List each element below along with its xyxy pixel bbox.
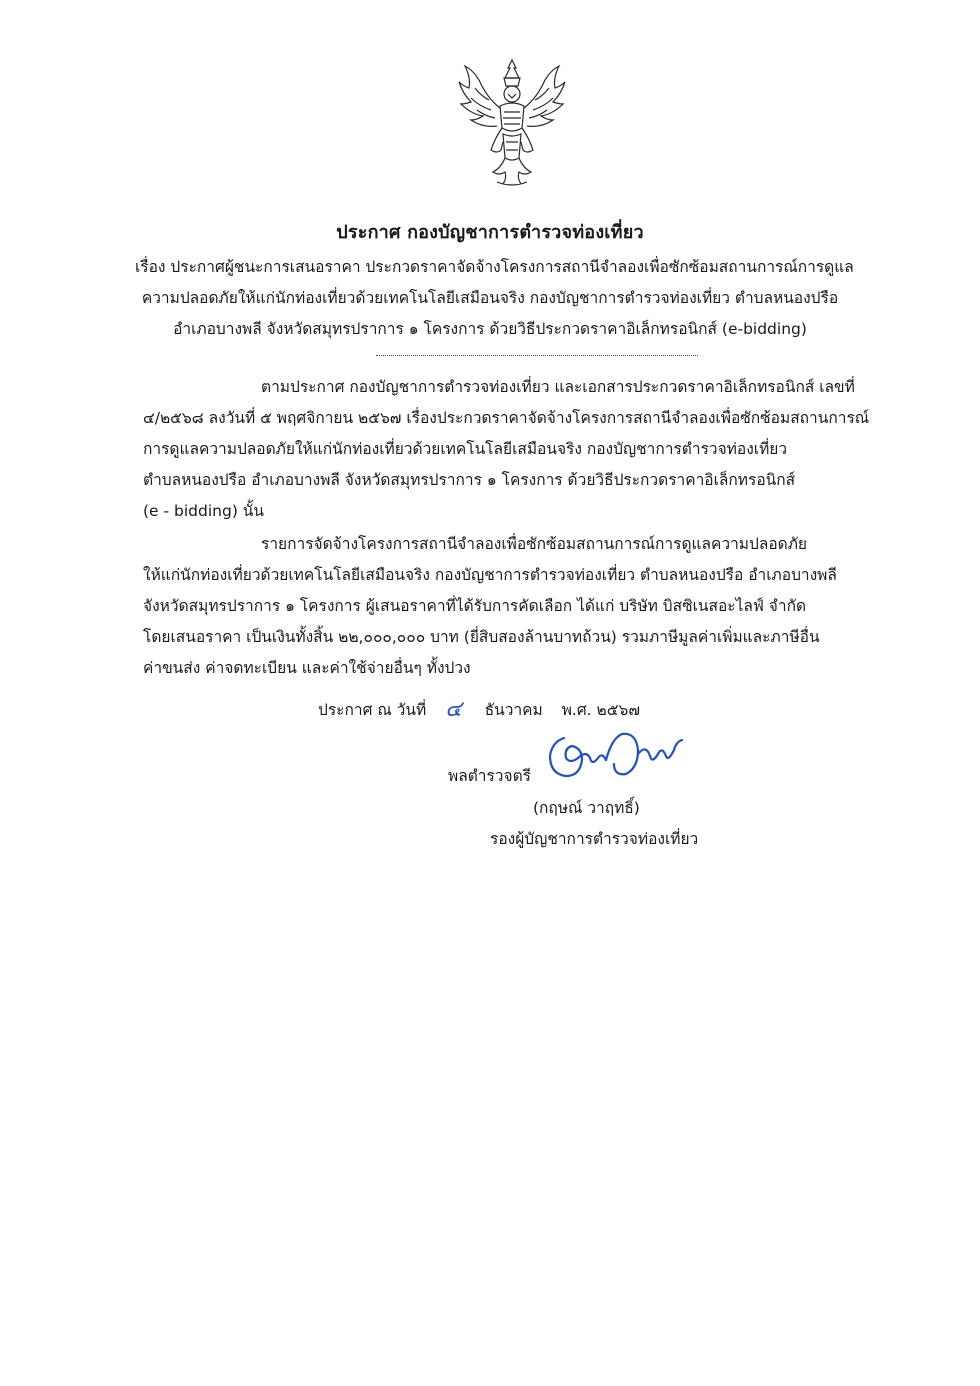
date-day: ๔ xyxy=(445,697,462,722)
date-month: ธันวาคม xyxy=(484,701,543,719)
signer-position: รองผู้บัญชาการตำรวจท่องเที่ยว xyxy=(490,830,699,848)
paragraph-line: ๔/๒๕๖๘ ลงวันที่ ๕ พฤศจิกายน ๒๕๖๗ เรื่องประกวดราคาจัดจ้างโครงการสถานีจำลองเพื่อซักซ้อมสถานการณ์ xyxy=(143,409,870,427)
paragraph-line: ค่าขนส่ง ค่าจดทะเบียน และค่าใช้จ่ายอื่นๆ ทั้งปวง xyxy=(143,659,471,677)
subject-line: ความปลอดภัยให้แก่นักท่องเที่ยวด้วยเทคโนโลยีเสมือนจริง กองบัญชาการตำรวจท่องเที่ยว ตำบลหนองปรือ xyxy=(141,289,839,307)
subject-line: อำเภอบางพลี จังหวัดสมุทรปราการ ๑ โครงการ ด้วยวิธีประกวดราคาอิเล็กทรอนิกส์ (e-bidding) xyxy=(173,320,807,338)
handwritten-signature xyxy=(542,728,692,788)
paragraph-line: จังหวัดสมุทรปราการ ๑ โครงการ ผู้เสนอราคาที่ได้รับการคัดเลือก ได้แก่ บริษัท บิสซิเนสอะไลฟ์ จำกัด xyxy=(143,597,807,615)
signer-rank: พลตำรวจตรี xyxy=(448,767,531,785)
announcement-subject xyxy=(135,252,854,345)
paragraph-line: ให้แก่นักท่องเที่ยวด้วยเทคโนโลยีเสมือนจริง กองบัญชาการตำรวจท่องเที่ยว ตำบลหนองปรือ อำเภอบางพลี xyxy=(143,566,837,584)
announcement-title: ประกาศ กองบัญชาการตำรวจท่องเที่ยว xyxy=(336,222,644,243)
announcement-date xyxy=(318,690,640,725)
paragraph-line: ตามประกาศ กองบัญชาการตำรวจท่องเที่ยว และเอกสารประกวดราคาอิเล็กทรอนิกส์ เลขที่ xyxy=(261,378,855,396)
paragraph-line: (e - bidding) นั้น xyxy=(143,502,264,520)
paragraph-line: ตำบลหนองปรือ อำเภอบางพลี จังหวัดสมุทรปราการ ๑ โครงการ ด้วยวิธีประกวดราคาอิเล็กทรอนิกส์ xyxy=(143,471,796,489)
dotted-divider xyxy=(376,355,698,356)
date-year: พ.ศ. ๒๕๖๗ xyxy=(561,701,640,719)
date-prefix: ประกาศ ณ วันที่ xyxy=(318,701,427,719)
paragraph-line: รายการจัดจ้างโครงการสถานีจำลองเพื่อซักซ้อมสถานการณ์การดูแลความปลอดภัย xyxy=(261,535,808,553)
subject-line: เรื่อง ประกาศผู้ชนะการเสนอราคา ประกวดราคาจัดจ้างโครงการสถานีจำลองเพื่อซักซ้อมสถานการณ์การดูแล xyxy=(135,258,854,276)
paragraph-reference xyxy=(143,372,870,527)
paragraph-line: การดูแลความปลอดภัยให้แก่นักท่องเที่ยวด้วยเทคโนโลยีเสมือนจริง กองบัญชาการตำรวจท่องเที่ยว xyxy=(143,440,788,458)
paragraph-line: โดยเสนอราคา เป็นเงินทั้งสิ้น ๒๒,๐๐๐,๐๐๐ บาท (ยี่สิบสองล้านบาทถ้วน) รวมภาษีมูลค่าเพิ่มและภาษีอื่น xyxy=(143,628,820,646)
signer-name: (กฤษณ์ วาฤทธิ์) xyxy=(533,799,640,817)
garuda-emblem xyxy=(457,58,567,190)
paragraph-winner xyxy=(143,529,843,684)
